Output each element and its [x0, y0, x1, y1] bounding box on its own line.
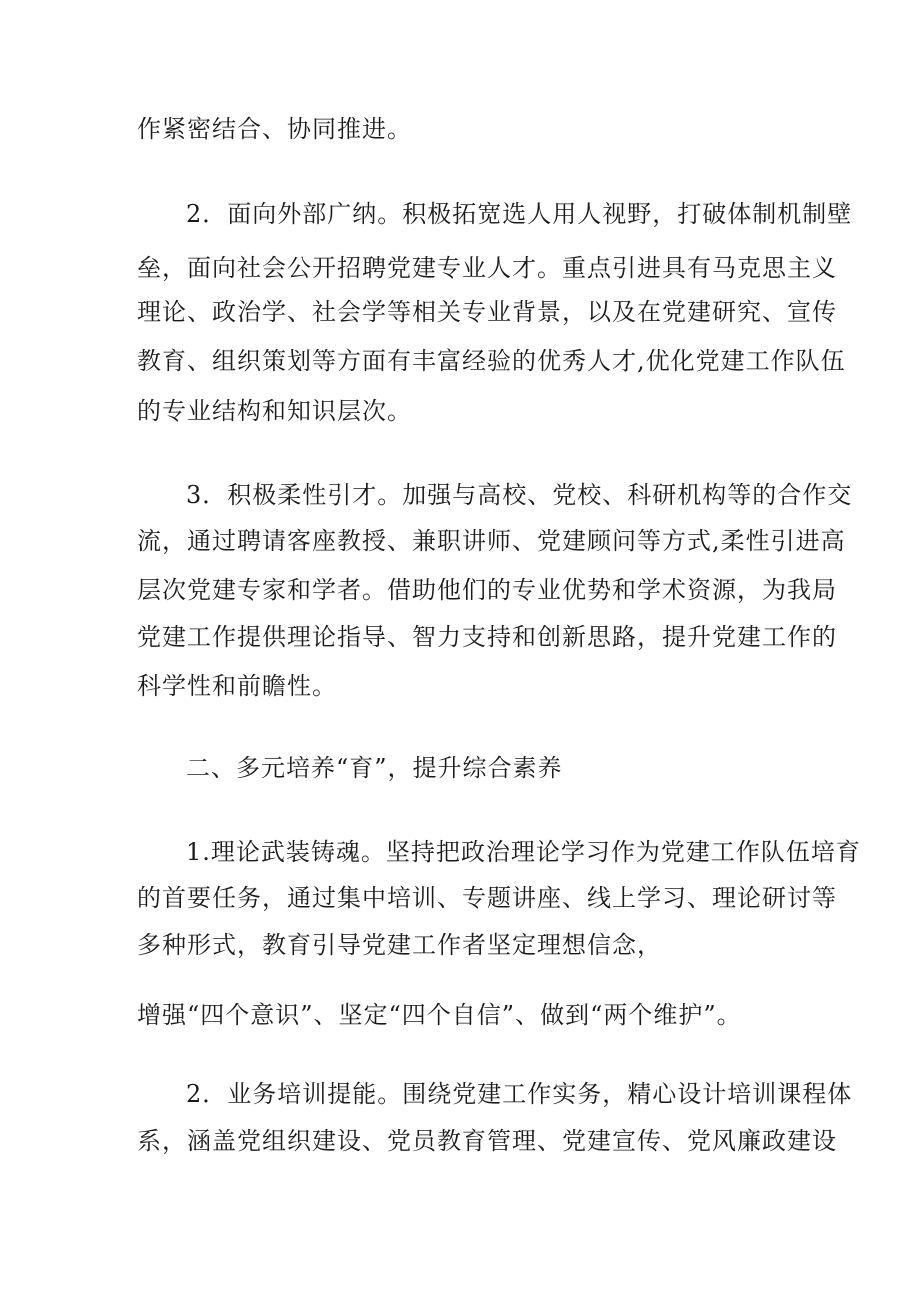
text-line: 系，涵盖党组织建设、党员教育管理、党建宣传、党风廉政建设: [137, 1127, 837, 1155]
text-line: 3．积极柔性引才。加强与高校、党校、科研机构等的合作交: [186, 481, 853, 509]
section-heading: 二、多元培养“育”，提升综合素养: [186, 754, 563, 782]
text-line: 增强“四个意识”、坚定“四个自信”、做到“两个维护”。: [137, 1001, 742, 1029]
text-line: 科学性和前瞻性。: [137, 672, 337, 700]
text-line: 垒，面向社会公开招聘党建专业人才。重点引进具有马克思主义: [137, 254, 837, 282]
text-line: 理论、政治学、社会学等相关专业背景，以及在党建研究、宣传: [137, 298, 837, 326]
text-line: 多种形式，教育引导党建工作者坚定理想信念，: [137, 931, 662, 959]
text-line: 2．面向外部广纳。积极拓宽选人用人视野，打破体制机制壁: [186, 200, 853, 228]
text-line: 流，通过聘请客座教授、兼职讲师、党建顾问等方式,柔性引进高: [137, 527, 846, 555]
text-line: 的首要任务，通过集中培训、专题讲座、线上学习、理论研讨等: [137, 884, 837, 912]
text-line: 教育、组织策划等方面有丰富经验的优秀人才,优化党建工作队伍: [137, 347, 846, 375]
text-line: 层次党建专家和学者。借助他们的专业优势和学术资源，为我局: [137, 576, 837, 604]
text-line: 1.理论武装铸魂。坚持把政治理论学习作为党建工作队伍培育: [186, 838, 861, 866]
text-line: 2．业务培训提能。围绕党建工作实务，精心设计培训课程体: [186, 1080, 853, 1108]
text-line: 作紧密结合、协同推进。: [137, 115, 412, 143]
text-line: 党建工作提供理论指导、智力支持和创新思路，提升党建工作的: [137, 623, 837, 651]
text-line: 的专业结构和知识层次。: [137, 397, 412, 425]
